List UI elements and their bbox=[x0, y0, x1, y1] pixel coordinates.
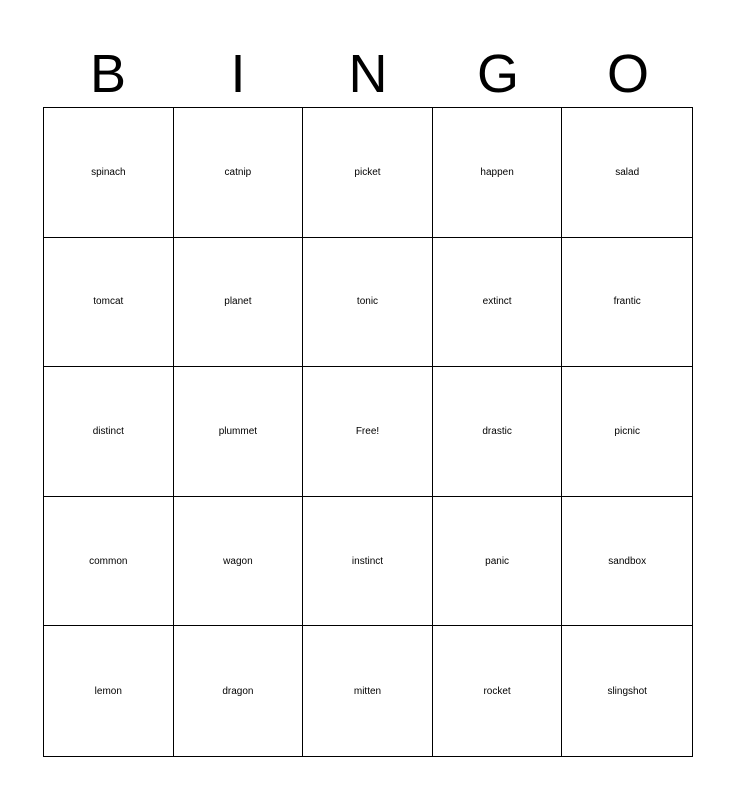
bingo-cell: lemon bbox=[44, 626, 174, 756]
bingo-cell: planet bbox=[174, 238, 304, 368]
bingo-cell: frantic bbox=[562, 238, 692, 368]
bingo-cell: drastic bbox=[433, 367, 563, 497]
bingo-cell: wagon bbox=[174, 497, 304, 627]
bingo-cell: tomcat bbox=[44, 238, 174, 368]
bingo-cell-free-space: Free! bbox=[303, 367, 433, 497]
header-letter-i: I bbox=[230, 44, 246, 104]
bingo-cell: salad bbox=[562, 108, 692, 238]
bingo-cell: catnip bbox=[174, 108, 304, 238]
bingo-cell: mitten bbox=[303, 626, 433, 756]
bingo-cell: tonic bbox=[303, 238, 433, 368]
bingo-cell: plummet bbox=[174, 367, 304, 497]
header-letter-n: N bbox=[348, 44, 388, 104]
bingo-cell: rocket bbox=[433, 626, 563, 756]
bingo-cell: extinct bbox=[433, 238, 563, 368]
bingo-cell: common bbox=[44, 497, 174, 627]
bingo-board bbox=[43, 107, 693, 757]
bingo-cell: picnic bbox=[562, 367, 692, 497]
bingo-cell: happen bbox=[433, 108, 563, 238]
bingo-cell: picket bbox=[303, 108, 433, 238]
bingo-cell: slingshot bbox=[607, 685, 647, 697]
bingo-cell: panic bbox=[433, 497, 563, 627]
header-letter-g: G bbox=[476, 44, 519, 104]
bingo-cell: spinach bbox=[44, 108, 174, 238]
bingo-cell: dragon bbox=[174, 626, 304, 756]
bingo-cell: distinct bbox=[44, 367, 174, 497]
bingo-cell: sandbox bbox=[562, 497, 692, 627]
header-letter-b: B bbox=[89, 44, 127, 104]
bingo-cell: instinct bbox=[303, 497, 433, 627]
header-letter-o: O bbox=[606, 44, 649, 104]
bingo-header bbox=[43, 40, 693, 108]
